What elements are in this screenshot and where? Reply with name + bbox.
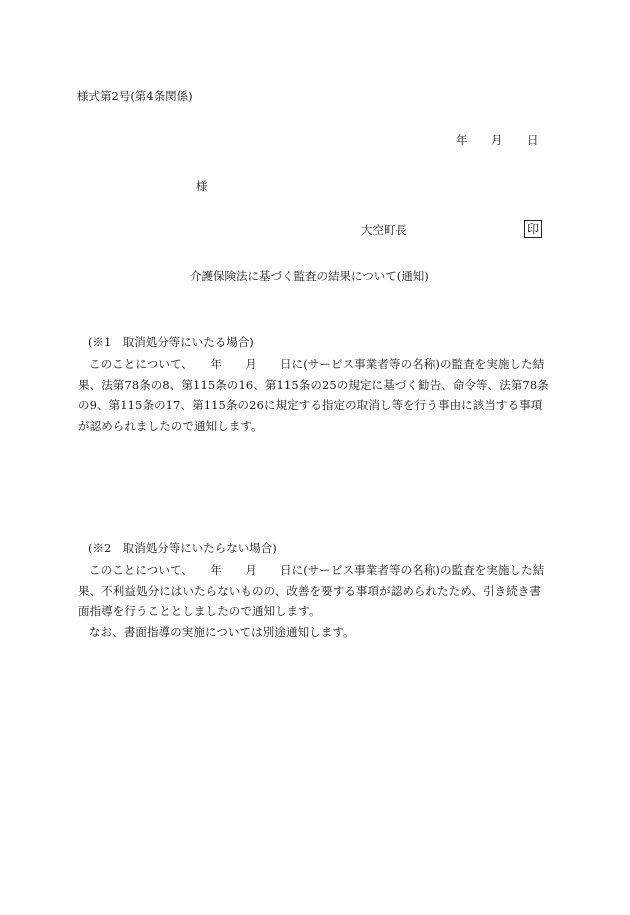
date-month-label: 月 xyxy=(491,133,503,147)
case1-heading: (※1 取消処分等にいたる場合) xyxy=(88,335,254,349)
document-title: 介護保険法に基づく監査の結果について(通知) xyxy=(190,269,429,283)
seal-mark: 印 xyxy=(524,220,542,238)
form-number: 様式第2号(第4条関係) xyxy=(77,89,193,103)
date-year-label: 年 xyxy=(456,133,468,147)
case2-body: このことについて、 年 月 日に(サービス事業者等の名称)の監査を実施した結果、不利益処分にはいたらないものの、改善を要する事項が認められたため、引き続き書面指導を行うこととしましたので通知します。 xyxy=(78,563,545,618)
date-day-label: 日 xyxy=(527,133,539,147)
case2-heading: (※2 取消処分等にいたらない場合) xyxy=(88,541,277,555)
case2-note: なお、書面指導の実施については別途通知します。 xyxy=(89,625,355,639)
addressee-honorific: 様 xyxy=(196,179,208,193)
case1-body: このことについて、 年 月 日に(サービス事業者等の名称)の監査を実施した結果、法第78条の8、第115条の16、第115条の25の規定に基づく勧告、命令等、法第78条の9、第115条の17、第115条の26に規定する指定の取消し等を行う事由に該当する事項が認められましたので通知します。 xyxy=(78,357,549,433)
sender-name: 大空町長 xyxy=(361,223,407,237)
